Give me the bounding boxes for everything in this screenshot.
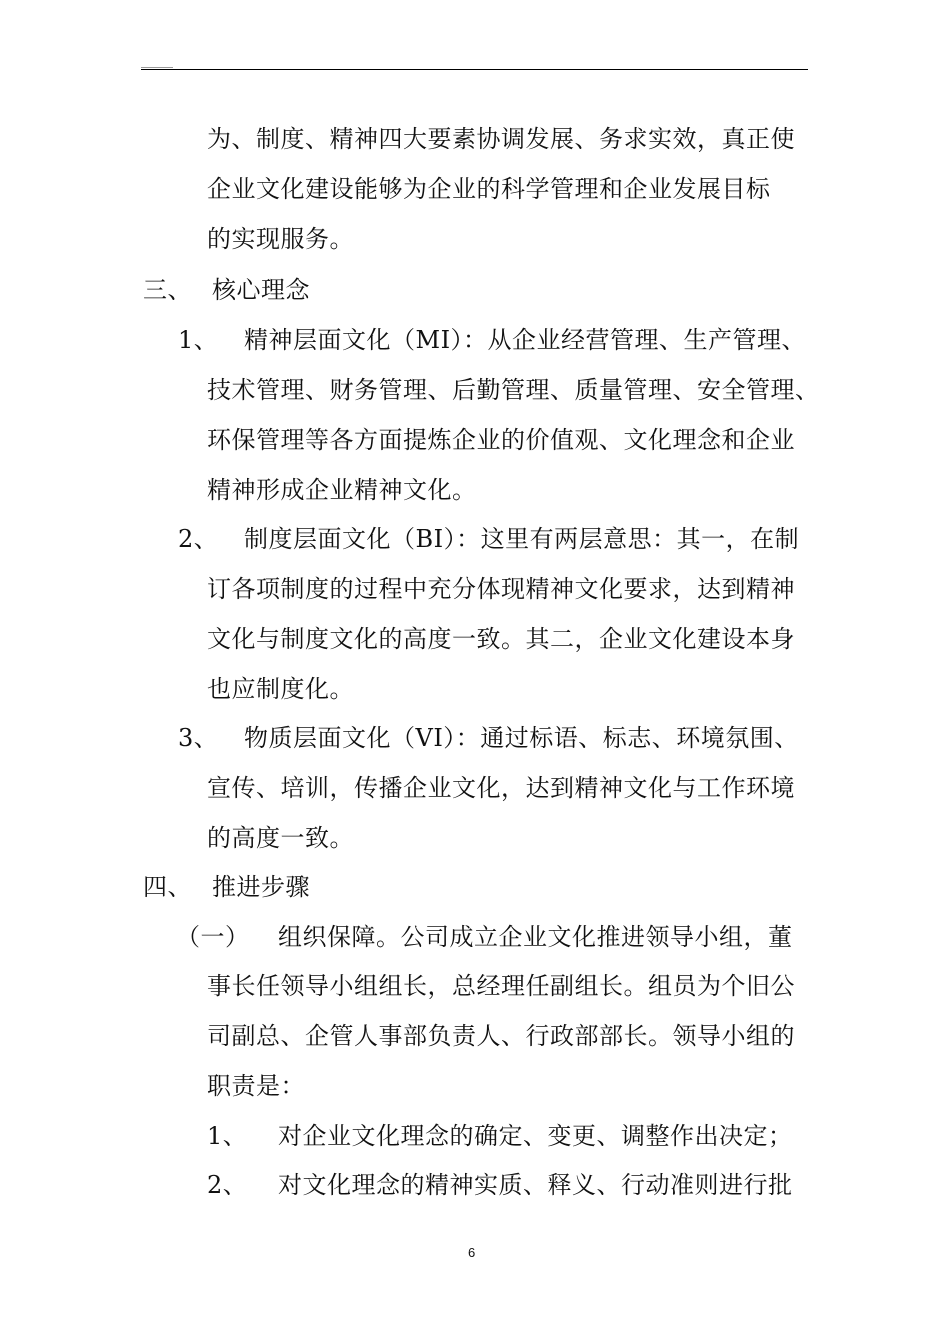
- paragraph-line: 司副总、企管人事部负责人、行政部部长。领导小组的: [207, 1022, 795, 1050]
- paragraph-line: 技术管理、财务管理、后勤管理、质量管理、安全管理、: [207, 376, 820, 404]
- subsection-number: （一）: [176, 923, 250, 951]
- section-heading: 核心理念: [212, 276, 310, 304]
- paragraph-line: 也应制度化。: [207, 675, 354, 703]
- paragraph-line: 订各项制度的过程中充分体现精神文化要求，达到精神: [207, 575, 795, 603]
- paragraph-line: 环保管理等各方面提炼企业的价值观、文化理念和企业: [207, 426, 795, 454]
- continuation-line: 企业文化建设能够为企业的科学管理和企业发展目标: [207, 175, 771, 203]
- paragraph-line: 宣传、培训，传播企业文化，达到精神文化与工作环境: [207, 774, 795, 802]
- paragraph-line: 的高度一致。: [207, 824, 354, 852]
- duty-number: 2、: [207, 1171, 248, 1199]
- paragraph-line: 职责是：: [207, 1072, 305, 1100]
- paragraph-line: 组织保障。公司成立企业文化推进领导小组，董: [278, 923, 793, 951]
- page-number: 6: [468, 1245, 476, 1260]
- section-heading: 推进步骤: [212, 873, 310, 901]
- header-rule: [141, 69, 808, 70]
- paragraph-line: 文化与制度文化的高度一致。其二，企业文化建设本身: [207, 625, 795, 653]
- paragraph-line: 精神层面文化（MI）：从企业经营管理、生产管理、: [244, 326, 807, 354]
- continuation-line: 为、制度、精神四大要素协调发展、务求实效，真正使: [207, 125, 795, 153]
- paragraph-line: 制度层面文化（BI）：这里有两层意思：其一，在制: [244, 525, 800, 553]
- item-number: 1、: [178, 326, 219, 354]
- paragraph-line: 物质层面文化（VI）：通过标语、标志、环境氛围、: [244, 724, 799, 752]
- duty-text: 对文化理念的精神实质、释义、行动准则进行批: [278, 1171, 793, 1199]
- section-number: 四、: [143, 873, 192, 901]
- paragraph-line: 精神形成企业精神文化。: [207, 476, 477, 504]
- duty-text: 对企业文化理念的确定、变更、调整作出决定；: [278, 1122, 793, 1150]
- item-number: 3、: [178, 724, 219, 752]
- item-number: 2、: [178, 525, 219, 553]
- continuation-line: 的实现服务。: [207, 225, 354, 253]
- paragraph-line: 事长任领导小组组长，总经理任副组长。组员为个旧公: [207, 972, 795, 1000]
- duty-number: 1、: [207, 1122, 248, 1150]
- section-number: 三、: [143, 276, 192, 304]
- header-mark: [141, 67, 173, 68]
